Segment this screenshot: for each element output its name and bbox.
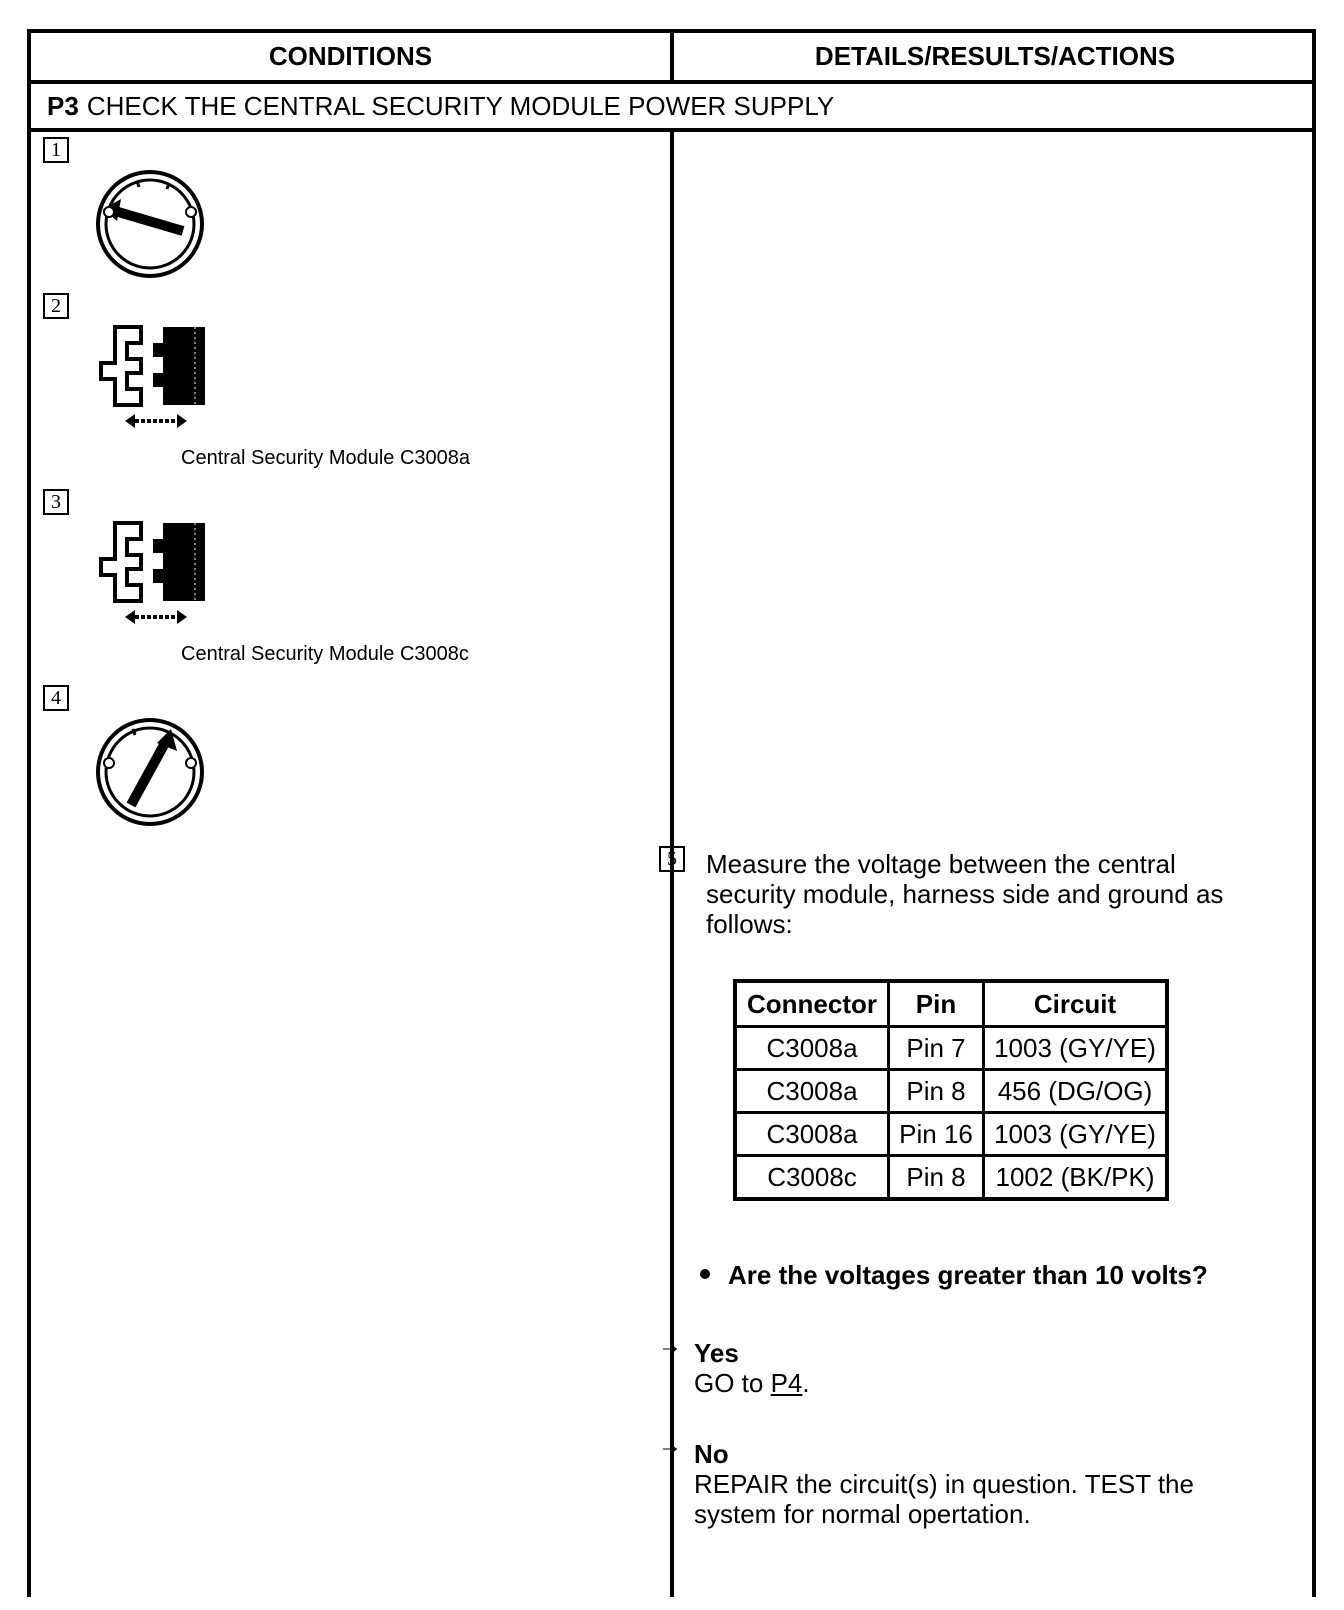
connector-disconnect-icon xyxy=(95,323,215,433)
no-label: No xyxy=(694,1439,729,1469)
goto-p4-link[interactable]: P4 xyxy=(770,1368,803,1398)
procedure-table xyxy=(27,29,1316,1597)
cell-circuit: 1003 (GY/YE) xyxy=(984,1027,1168,1070)
cell-pin: Pin 8 xyxy=(889,1156,984,1200)
cell-circuit: 456 (DG/OG) xyxy=(984,1070,1168,1113)
cell-pin: Pin 7 xyxy=(889,1027,984,1070)
step-title: CHECK THE CENTRAL SECURITY MODULE POWER SUPPLY xyxy=(86,90,835,121)
no-action: REPAIR the circuit(s) in question. TEST the system for normal opertation. xyxy=(694,1469,1194,1529)
cell-connector: C3008a xyxy=(735,1027,889,1070)
yes-label: Yes xyxy=(694,1338,739,1368)
step-number-5: 5 xyxy=(659,846,685,872)
table-row xyxy=(735,1027,1167,1070)
cell-pin: Pin 8 xyxy=(889,1070,984,1113)
ignition-off-icon xyxy=(95,169,205,279)
pin-table xyxy=(733,979,1169,1201)
yes-action xyxy=(694,1368,1254,1398)
measurement-instruction: Measure the voltage between the central security module, harness side and ground as follows: xyxy=(706,849,1224,939)
cell-connector: C3008c xyxy=(735,1156,889,1200)
cell-connector: C3008a xyxy=(735,1070,889,1113)
step-id: P3 xyxy=(47,90,79,121)
caption-c3008c: Central Security Module C3008c xyxy=(181,643,469,665)
bullet-icon xyxy=(700,1269,710,1279)
ignition-on-icon xyxy=(95,717,205,827)
arrow-right-icon: → xyxy=(658,1432,682,1459)
conditions-header: CONDITIONS xyxy=(268,41,433,71)
step-number-2: 2 xyxy=(43,293,69,319)
arrow-right-icon: → xyxy=(658,1332,682,1359)
voltage-question xyxy=(700,1260,1208,1291)
cell-connector: C3008a xyxy=(735,1113,889,1156)
question-text: Are the voltages greater than 10 volts? xyxy=(728,1260,1208,1290)
cell-pin: Pin 16 xyxy=(889,1113,984,1156)
yes-action-prefix: GO to xyxy=(694,1368,771,1398)
step-number-1: 1 xyxy=(43,137,69,163)
connector-disconnect-icon xyxy=(95,519,215,629)
table-header-row xyxy=(735,981,1167,1027)
step-title-row xyxy=(47,84,834,128)
table-row xyxy=(735,1113,1167,1156)
table-row xyxy=(735,1156,1167,1200)
step-number-4: 4 xyxy=(43,685,69,711)
column-header-pin: Pin xyxy=(889,981,984,1027)
yes-action-suffix: . xyxy=(802,1368,810,1398)
cell-circuit: 1002 (BK/PK) xyxy=(984,1156,1168,1200)
step-number-3: 3 xyxy=(43,489,69,515)
column-header-connector: Connector xyxy=(735,981,889,1027)
caption-c3008a: Central Security Module C3008a xyxy=(181,447,471,469)
table-row xyxy=(735,1070,1167,1113)
details-header: DETAILS/RESULTS/ACTIONS xyxy=(814,41,1176,71)
cell-circuit: 1003 (GY/YE) xyxy=(984,1113,1168,1156)
column-header-circuit: Circuit xyxy=(984,981,1168,1027)
